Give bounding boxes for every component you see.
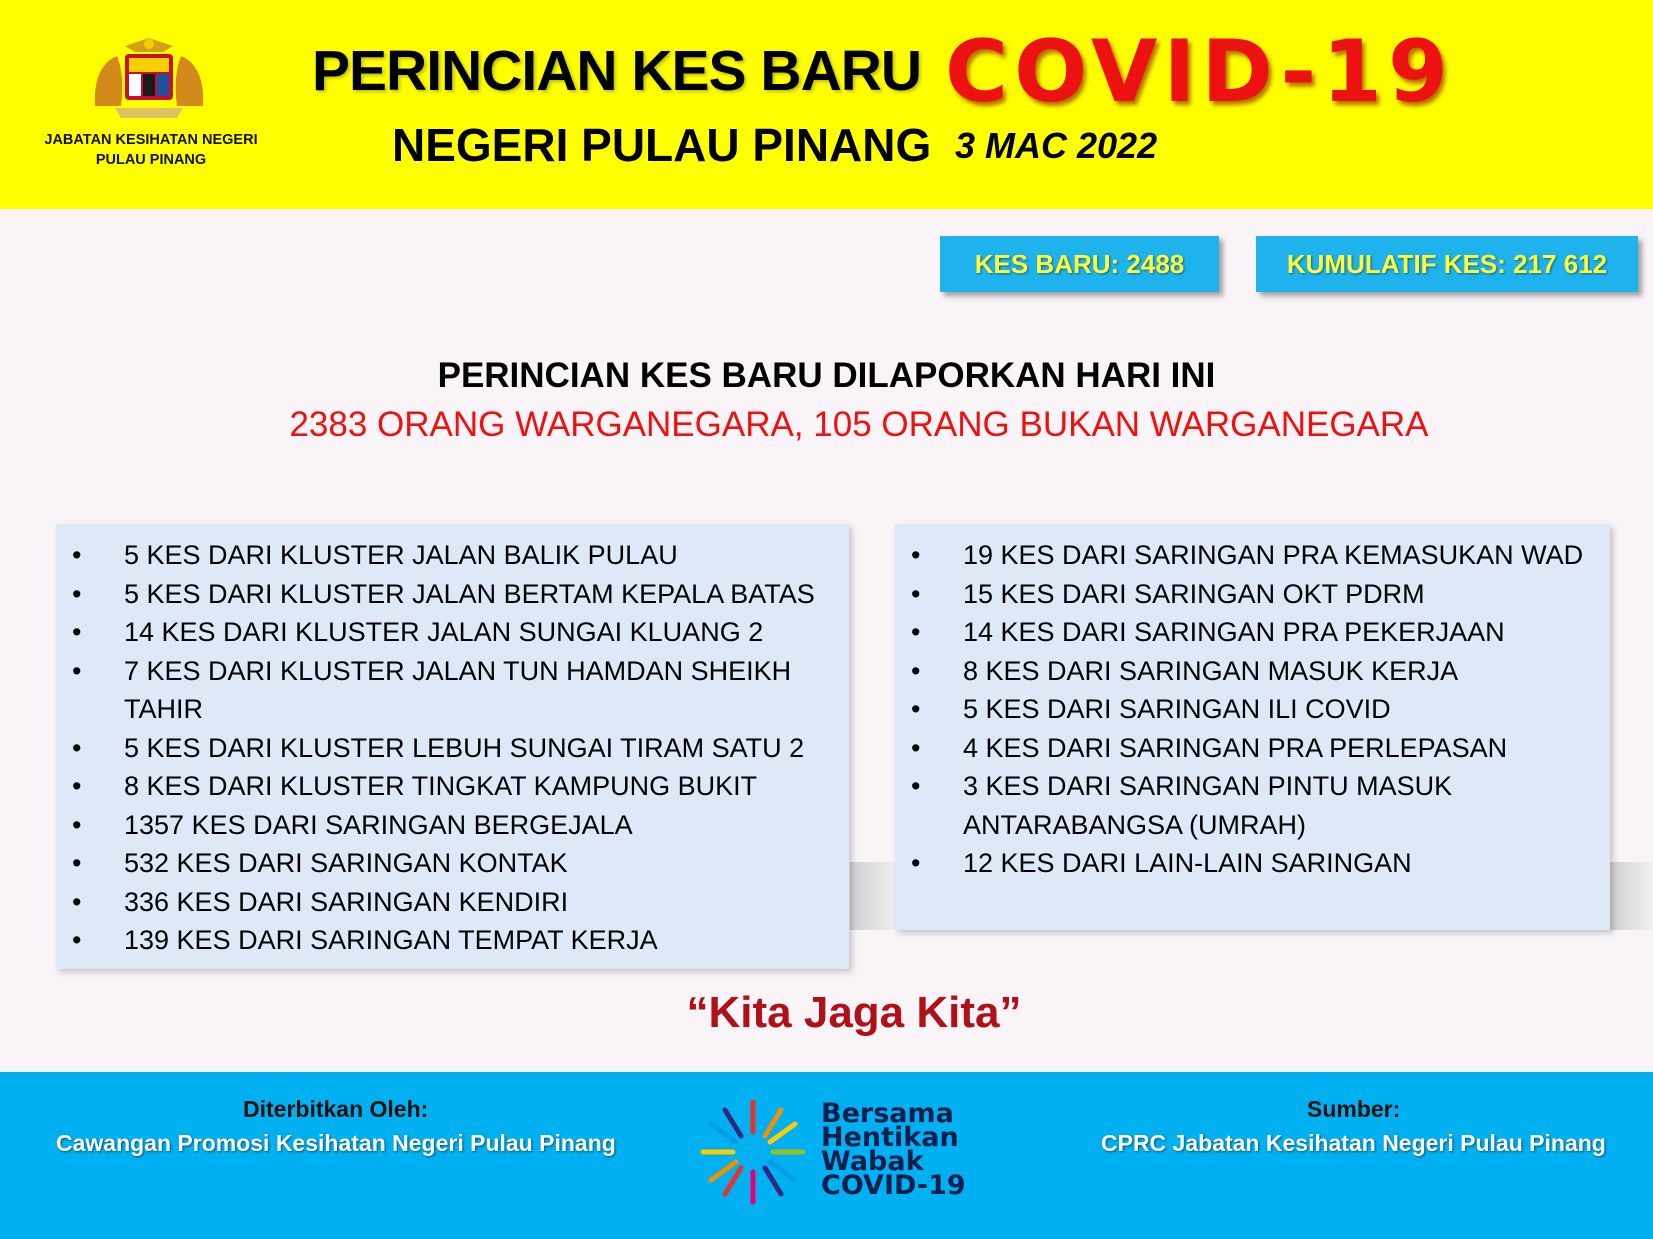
list-item: • 14 KES DARI SARINGAN PRA PEKERJAAN [895, 613, 1610, 652]
list-item: • 139 KES DARI SARINGAN TEMPAT KERJA [56, 921, 849, 960]
campaign-logo-text [821, 1098, 966, 1201]
right-case-panel [895, 524, 1610, 930]
page-title: PERINCIAN KES BARU [312, 39, 922, 103]
list-item: • 5 KES DARI KLUSTER JALAN BERTAM KEPALA BATAS [56, 575, 849, 614]
list-item: • 7 KES DARI KLUSTER JALAN TUN HAMDAN SHEIKH TAHIR [56, 652, 849, 729]
list-item: • 5 KES DARI KLUSTER JALAN BALIK PULAU [56, 536, 849, 575]
left-case-list [56, 524, 849, 960]
summary-heading: PERINCIAN KES BARU DILAPORKAN HARI INI [437, 356, 1216, 395]
list-item: • 4 KES DARI SARINGAN PRA PERLEPASAN [895, 729, 1610, 768]
list-item: • 8 KES DARI SARINGAN MASUK KERJA [895, 652, 1610, 691]
list-item: • 14 KES DARI KLUSTER JALAN SUNGAI KLUANG 2 [56, 613, 849, 652]
state-title: NEGERI PULAU PINANG [392, 119, 932, 171]
list-item: • 8 KES DARI KLUSTER TINGKAT KAMPUNG BUKIT [56, 767, 849, 806]
sunburst-logo-icon [698, 1097, 808, 1207]
covid-title: COVID-19 [945, 22, 1454, 122]
nationality-breakdown: 2383 ORANG WARGANEGARA, 105 ORANG BUKAN WARGANEGARA [289, 405, 1429, 444]
list-item: • 15 KES DARI SARINGAN OKT PDRM [895, 575, 1610, 614]
department-name: JABATAN KESIHATAN NEGERI PULAU PINANG [44, 132, 258, 168]
report-date: 3 MAC 2022 [955, 125, 1158, 166]
coat-of-arms-icon [85, 36, 213, 124]
publisher-value: Cawangan Promosi Kesihatan Negeri Pulau Pinang [56, 1130, 616, 1156]
panel-shadow [850, 862, 900, 930]
list-item: • 5 KES DARI SARINGAN ILI COVID [895, 690, 1610, 729]
new-cases-badge: KES BARU: 2488 [940, 236, 1219, 292]
list-item: • 12 KES DARI LAIN-LAIN SARINGAN [895, 844, 1610, 883]
campaign-line: Wabak [821, 1146, 924, 1177]
panel-shadow [1610, 862, 1653, 930]
campaign-line: Bersama [821, 1098, 954, 1129]
list-item: • 336 KES DARI SARINGAN KENDIRI [56, 883, 849, 922]
cumulative-cases-badge: KUMULATIF KES: 217 612 [1256, 236, 1638, 292]
list-item: • 532 KES DARI SARINGAN KONTAK [56, 844, 849, 883]
left-case-panel [56, 524, 849, 969]
tagline: “Kita Jaga Kita” [686, 988, 1022, 1037]
list-item: • 3 KES DARI SARINGAN PINTU MASUK ANTARABANGSA (UMRAH) [895, 767, 1610, 844]
source-value: CPRC Jabatan Kesihatan Negeri Pulau Pinang [1101, 1130, 1606, 1156]
publisher-label: Diterbitkan Oleh: [243, 1096, 429, 1122]
list-item: • 19 KES DARI SARINGAN PRA KEMASUKAN WAD [895, 536, 1610, 575]
source-label: Sumber: [1307, 1096, 1401, 1122]
list-item: • 5 KES DARI KLUSTER LEBUH SUNGAI TIRAM SATU 2 [56, 729, 849, 768]
campaign-line: Hentikan [821, 1122, 959, 1153]
right-case-list [895, 524, 1610, 883]
header-banner [0, 0, 1653, 209]
campaign-line: COVID-19 [821, 1170, 966, 1201]
list-item: • 1357 KES DARI SARINGAN BERGEJALA [56, 806, 849, 845]
